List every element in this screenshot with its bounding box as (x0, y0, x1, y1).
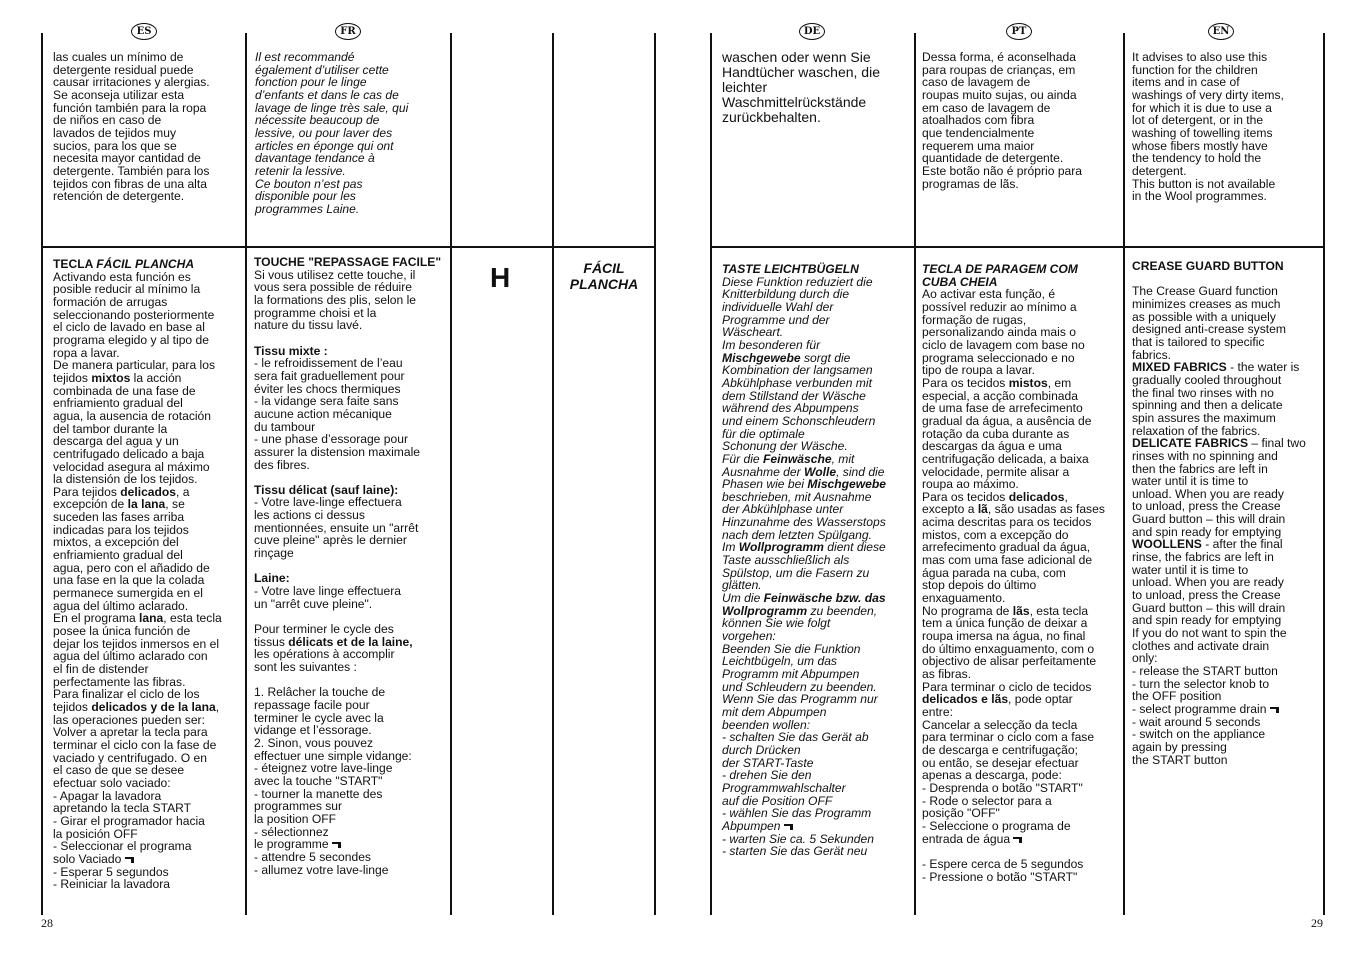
page-number-left: 28 (41, 916, 53, 930)
left-border (41, 33, 43, 915)
column-divider (654, 33, 656, 915)
column-divider (710, 33, 712, 915)
en-heading: CREASE GUARD BUTTON (1132, 259, 1284, 273)
column-divider (450, 33, 452, 915)
drain-icon (784, 822, 796, 831)
column-divider (552, 33, 554, 915)
language-badge-pt: PT (1006, 23, 1032, 40)
column-divider (245, 33, 247, 915)
language-badge-de: DE (799, 23, 825, 40)
right-border (1323, 33, 1325, 915)
section-letter: H (490, 262, 511, 293)
de-function-text: TASTE LEICHTBÜGELN Diese Funktion reduziert die Knitterbildung durch die individuelle Wahl der Programme und der Wäscheart. Im besonderen für Mischgewebe sorgt die Kombination der langsamen Abkühlphase verbunden mit dem Stillstand der Wäsche während des Abpumpens und einem Schonschleudern für die optimale Schonung der Wäsche. Für die Feinwäsche, mit Ausnahme der Wolle, sind die Phasen wie bei Mischgewebe beschrieben, mit Ausnahme der Abkühlphase unter Hinzunahme des Wasserstops nach dem letzten Spülgang. Im Wollprogramm dient diese Taste ausschließlich als Spülstop, um die Fasern zu glätten. Um die Feinwäsche bzw. das Wollprogramm zu beenden, können Sie wie folgt vorgehen: Beenden Sie die Funktion Leichtbügeln, um das Programm mit Abpumpen und Schleudern zu beenden. Wenn Sie das Programm nur mit dem Abpumpen beenden wollen: - schalten Sie das Gerät ab durch Drücken der START-Taste - drehen Sie den Programmwahlschalter auf die Position OFF - wählen Sie das Programm Abpumpen - warten Sie ca. 5 Sekunden - starten Sie das Gerät neu (722, 262, 887, 859)
fr-heading: TOUCHE "REPASSAGE FACILE" (254, 255, 442, 269)
drain-icon (125, 855, 137, 864)
row-divider (710, 246, 1324, 248)
es-intro-text: las cuales un mínimo de detergente residual puede causar irritaciones y alergias. Se aconseja utilizar esta función también para la ropa de niños en caso de lavados de tejidos muy sucios, para los que se necesita mayor cantidad de detergente. También para los tejidos con fibras de una alta retención de detergente. (53, 50, 210, 204)
de-heading: TASTE LEICHTBÜGELN (722, 262, 859, 276)
drain-icon (1270, 705, 1282, 714)
section-title: FÁCIL PLANCHA (569, 260, 639, 292)
es-heading: TECLA (53, 257, 97, 271)
language-badge-fr: FR (335, 23, 361, 40)
language-badge-es: ES (131, 23, 157, 40)
fr-intro-text: Il est recommandé également d’utiliser cette fonction pour le linge d’enfants et dans le cas de lavage de linge très sale, qui nécessite beaucoup de lessive, ou pour laver des articles en éponge qui ont davantage tendance à retenir la lessive. Ce bouton n’est pas disponible pour les programmes Laine. (255, 50, 409, 216)
language-badge-en: EN (1208, 23, 1234, 40)
column-divider (1123, 33, 1125, 915)
es-heading-name: FÁCIL PLANCHA (96, 257, 195, 271)
fr-function-text: TOUCHE "REPASSAGE FACILE" Si vous utilisez cette touche, il vous sera possible de réduire la formations des plis, selon le programme choisi et la nature du tissu lavé. Tissu mixte : - le refroidissement de l’eau sera fait graduellement pour éviter les chocs thermiques - la vidange sera faite sans aucune action mécanique du tambour - une phase d’essorage pour assurer la distension maximale des fibres. Tissu délicat (sauf laine): - Votre lave-linge effectuera les actions ci dessus mentionnées, ensuite un "arrêt cuve pleine" après le dernier rinçage Laine: - Votre lave linge effectuera un "arrêt cuve pleine". Pour terminer le cycle des tissus délicats et de la laine, les opérations à accomplir sont les suivantes : 1. Relâcher la touche de repassage facile pour terminer le cycle avec la vidange et l’essorage. 2. Sinon, vous pouvez effectuer une simple vidange: - éteignez votre lave-linge avec la touche "START" - tourner la manette des programmes sur la position OFF - sélectionnez le programme - attendre 5 secondes - allumez votre lave-linge (254, 255, 442, 877)
es-function-text: TECLA FÁCIL PLANCHA Activando esta función es posible reducir al mínimo la formación de arrugas seleccionando posteriormente el ciclo de lavado en base al programa elegido y al tipo de ropa a lavar. De manera particular, para los tejidos mixtos la acción combinada de una fase de enfriamiento gradual del agua, la ausencia de rotación del tambor durante la descarga del agua y un centrifugado delicado a baja velocidad asegura al máximo la distensión de los tejidos. Para tejidos delicados, a excepción de la lana, se suceden las fases arriba indicadas para los tejidos mixtos, a excepción del enfriamiento gradual del agua, pero con el añadido de una fase en la que la colada permanece sumergida en el agua del último aclarado. En el programa lana, esta tecla posee la única función de dejar los tejidos inmersos en el agua del último aclarado con el fin de distender perfectamente las fibras. Para finalizar el ciclo de los tejidos delicados y de la lana, las operaciones pueden ser: Volver a apretar la tecla para terminar el ciclo con la fase de vaciado y centrifugado. O en el caso de que se desee efectuar solo vaciado: - Apagar la lavadora apretando la tecla START - Girar el programador hacia la posición OFF - Seleccionar el programa solo Vaciado - Esperar 5 segundos - Reiniciar la lavadora (53, 257, 222, 892)
en-function-text: CREASE GUARD BUTTON The Crease Guard function minimizes creases as much as possible with a uniquely designed anti-crease system that is tailored to specific fabrics. MIXED FABRICS - the water is gradually cooled throughout the final two rinses with no spinning and then a delicate spin assures the maximum relaxation of the fabrics. DELICATE FABRICS – final two rinses with no spinning and then the fabrics are left in water until it is time to unload. When you are ready to unload, press the Crease Guard button – this will drain and spin ready for emptying WOOLLENS - after the final rinse, the fabrics are left in water until it is time to unload. When you are ready to unload, press the Crease Guard button – this will drain and spin ready for emptying If you do not want to spin the clothes and activate drain only: - release the START button - turn the selector knob to the OFF position - select programme drain - wait around 5 seconds - switch on the appliance again by pressing the START button (1132, 259, 1306, 767)
pt-heading: TECLA DE PARAGEM COM CUBA CHEIA (922, 262, 1078, 289)
en-intro-text: It advises to also use this function for the children items and in case of washings of very dirty items, for which it is due to use a lot of detergent, or in the washing of towelling items whose fibers mostly have the tendency to hold the detergent. This button is not available in the Wool programmes. (1132, 50, 1284, 204)
page-number-right: 29 (1311, 916, 1323, 930)
row-divider (41, 246, 655, 248)
pt-function-text: TECLA DE PARAGEM COM CUBA CHEIA Ao activar esta função, é possível reduzir ao mínimo a formação de rugas, personalizando ainda mais o ciclo de lavagem com base no programa seleccionado e no tipo de roupa a lavar. Para os tecidos mistos, em especial, a acção combinada de uma fase de arrefecimento gradual da água, a ausência de rotação da cuba durante as descargas da água e uma centrifugação delicada, a baixa velocidade, permite alisar a roupa ao máximo. Para os tecidos delicados, excepto a lã, são usadas as fases acima descritas para os tecidos mistos, com a excepção do arrefecimento gradual da água, mas com uma fase adicional de água parada na cuba, com stop depois do último enxaguamento. No programa de lãs, esta tecla tem a única função de deixar a roupa imersa na água, no final do último enxaguamento, com o objectivo de alisar perfeitamente as fibras. Para terminar o ciclo de tecidos delicados e lãs, pode optar entre: Cancelar a selecção da tecla para terminar o ciclo com a fase de descarga e centrifugação; ou então, se desejar efectuar apenas a descarga, pode: - Desprenda o botão "START" - Rode o selector para a posição "OFF" - Seleccione o programa de entrada de água - Espere cerca de 5 segundos - Pressione o botão "START" (922, 262, 1105, 884)
pt-intro-text: Dessa forma, é aconselhada para roupas de crianças, em caso de lavagem de roupas muito sujas, ou ainda em caso de lavagem de atoalhados com fibra que tendencialmente requerem uma maior quantidade de detergente. Este botão não é próprio para programas de lãs. (922, 50, 1083, 191)
de-intro-text: waschen oder wenn Sie Handtücher waschen, die leichter Waschmittelrückstände zurückbehalten. (722, 49, 880, 125)
drain-icon (332, 840, 344, 849)
drain-icon (1013, 835, 1025, 844)
column-divider (914, 33, 916, 915)
